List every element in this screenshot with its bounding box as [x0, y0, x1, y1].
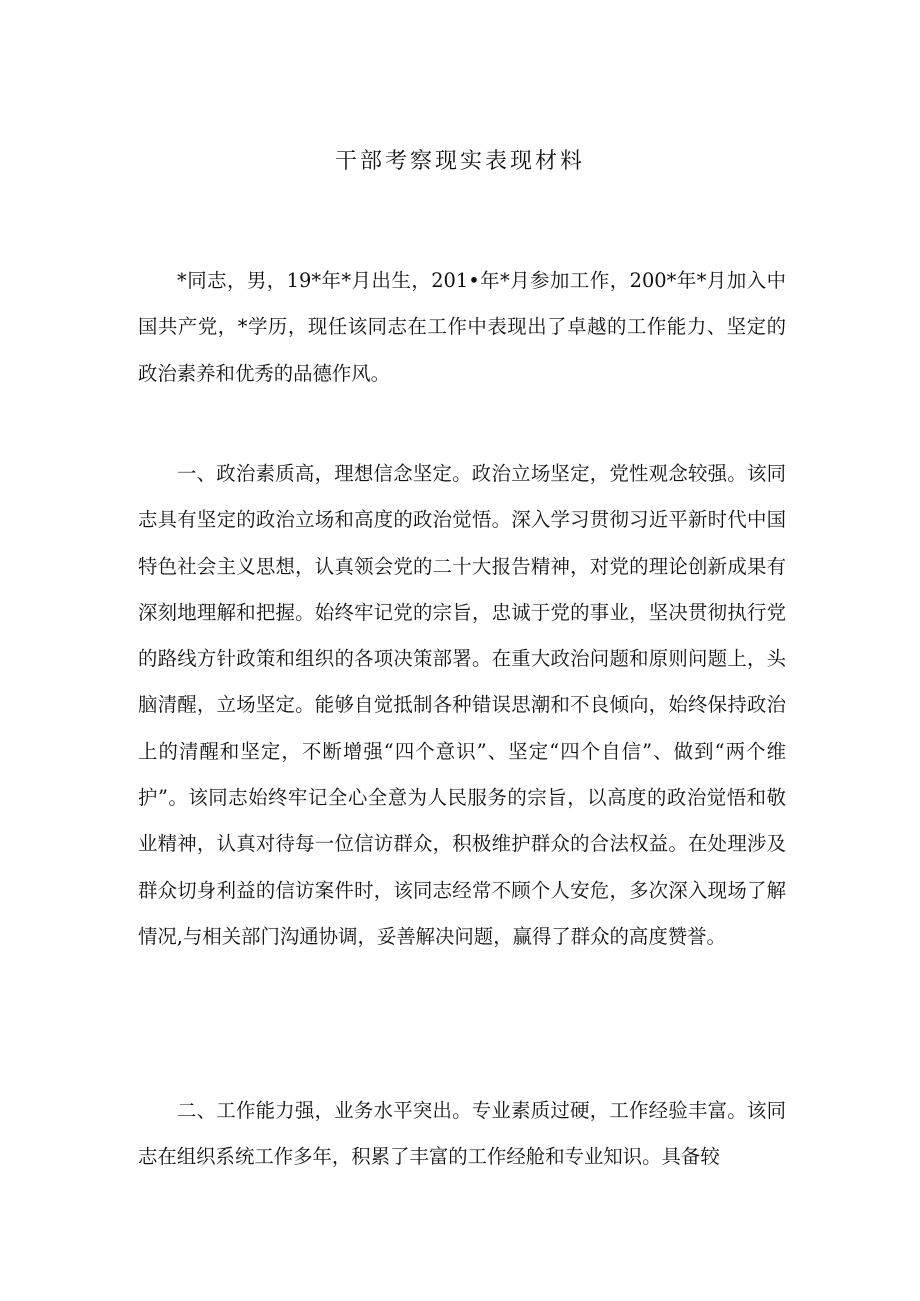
intro-paragraph: *同志，男，19*年*月出生，201•年*月参加工作，200*年*月加入中国共产党，*学历，现任该同志在工作中表现出了卓越的工作能力、坚定的政治素养和优秀的品德作风。: [138, 269, 786, 385]
section-1-paragraph: 一、政治素质高，理想信念坚定。政治立场坚定，党性观念较强。该同志具有坚定的政治立场和高度的政治觉悟。深入学习贯彻习近平新时代中国特色社会主义思想，认真领会党的二十大报告精神，对党的理论创新成果有深刻地理解和把握。始终牢记党的宗旨，忠诚于党的事业，坚决贯彻执行党的路线方针政策和组织的各项决策部署。在重大政治问题和原则问题上，头脑清醒，立场坚定。能够自觉抵制各种错误思潮和不良倾向，始终保持政治上的清醒和坚定，不断增强“四个意识”、坚定“四个自信”、做到“两个维护”。该同志始终牢记全心全意为人民服务的宗旨，以高度的政治觉悟和敬业精神，认真对待每一位信访群众，积极维护群众的合法权益。在处理涉及群众切身利益的信访案件时，该同志经常不顾个人安危，多次深入现场了解情况,与相关部门沟通协调，妥善解决问题，赢得了群众的高度赞誉。: [138, 462, 786, 948]
document-title: 干部考察现实表现材料: [334, 149, 585, 174]
section-2-paragraph: 二、工作能力强，业务水平突出。专业素质过硬，工作经验丰富。该同志在组织系统工作多年，积累了丰富的工作经舱和专业知识。具备较: [138, 1099, 786, 1169]
